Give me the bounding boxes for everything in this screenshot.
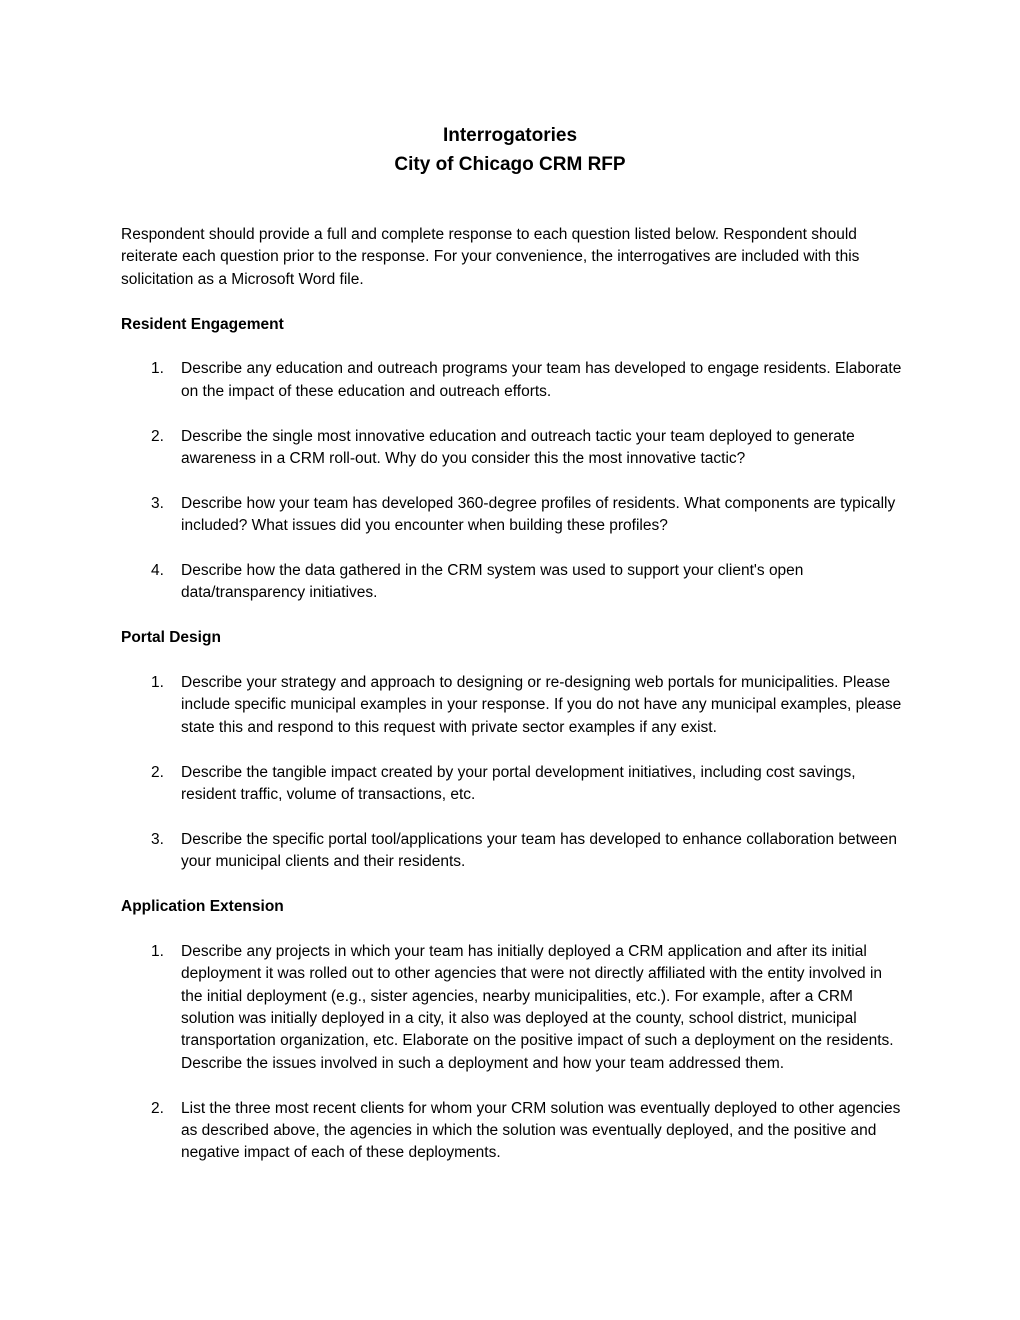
question-text: Describe any education and outreach programs your team has developed to engage residents. Elaborate on the impact of these education and outreach efforts. [181, 360, 902, 400]
question-number: 3. [151, 830, 164, 848]
question-text: Describe how your team has developed 360-degree profiles of residents. What components are typically included? What issues did you encounter when building these profiles? [181, 494, 896, 535]
list-item [121, 1098, 906, 1165]
list-item [121, 426, 906, 471]
list-item [121, 672, 906, 739]
question-text: Describe the specific portal tool/applications your team has developed to enhance collaboration between your municipal clients and their residents. [181, 830, 898, 871]
question-number: 1. [151, 942, 164, 960]
question-text: Describe any projects in which your team has initially deployed a CRM application and after its initial deployment it was rolled out to other agencies that were not directly affiliated with the entity involved in the initial deployment (e.g., sister agencies, nearby municipalities, etc.). For example, after a CRM solution was initially deployed in a city, it also was deployed at the county, school district, municipal transportation organization, etc. Elaborate on the positive impact of such a deployment on the residents. Describe the issues involved in such a deployment and how your team addressed them. [181, 942, 894, 1072]
question-text: Describe the single most innovative education and outreach tactic your team deployed to generate awareness in a CRM roll-out. Why do you consider this the most innovative tactic? [181, 427, 855, 468]
list-item [121, 829, 906, 874]
list-item [121, 493, 906, 538]
question-text: Describe your strategy and approach to designing or re-designing web portals for municipalities. Please include specific municipal examples in your response. If you do not have any municipal examples, please state this and respond to this request with private sector examples if any exist. [181, 674, 902, 736]
document-title: Interrogatories [442, 125, 578, 146]
question-number: 3. [151, 494, 164, 512]
document-subtitle: City of Chicago CRM RFP [394, 154, 626, 175]
question-number: 2. [151, 763, 164, 781]
question-number: 4. [151, 562, 164, 580]
question-number: 2. [151, 427, 164, 445]
question-list-application-extension [121, 941, 906, 1165]
question-text: Describe the tangible impact created by your portal development initiatives, including cost savings, resident traffic, volume of transactions, etc. [181, 763, 856, 804]
document-body [121, 224, 906, 1165]
question-list-portal-design [121, 672, 906, 874]
question-list-resident-engagement [121, 358, 906, 604]
question-number: 1. [151, 360, 164, 378]
question-number: 2. [151, 1099, 164, 1117]
question-text: Describe how the data gathered in the CRM system was used to support your client's open data/transparency initiatives. [181, 562, 804, 602]
section-heading-portal-design: Portal Design [121, 629, 221, 647]
section-heading-application-extension: Application Extension [121, 898, 284, 916]
list-item [121, 941, 906, 1075]
list-item [121, 358, 906, 403]
question-text: List the three most recent clients for whom your CRM solution was eventually deployed to other agencies as described above, the agencies in which the solution was eventually deployed, and the positive and negative impact of each of these deployments. [181, 1099, 901, 1162]
section-heading-resident-engagement: Resident Engagement [121, 315, 284, 333]
question-number: 1. [151, 674, 164, 692]
intro-paragraph: Respondent should provide a full and complete response to each question listed below. Respondent should reiterate each question prior to the response. For your convenience, the interrogatives are included with this solicitation as a Microsoft Word file. [121, 226, 860, 288]
list-item [121, 560, 906, 605]
list-item [121, 762, 906, 807]
